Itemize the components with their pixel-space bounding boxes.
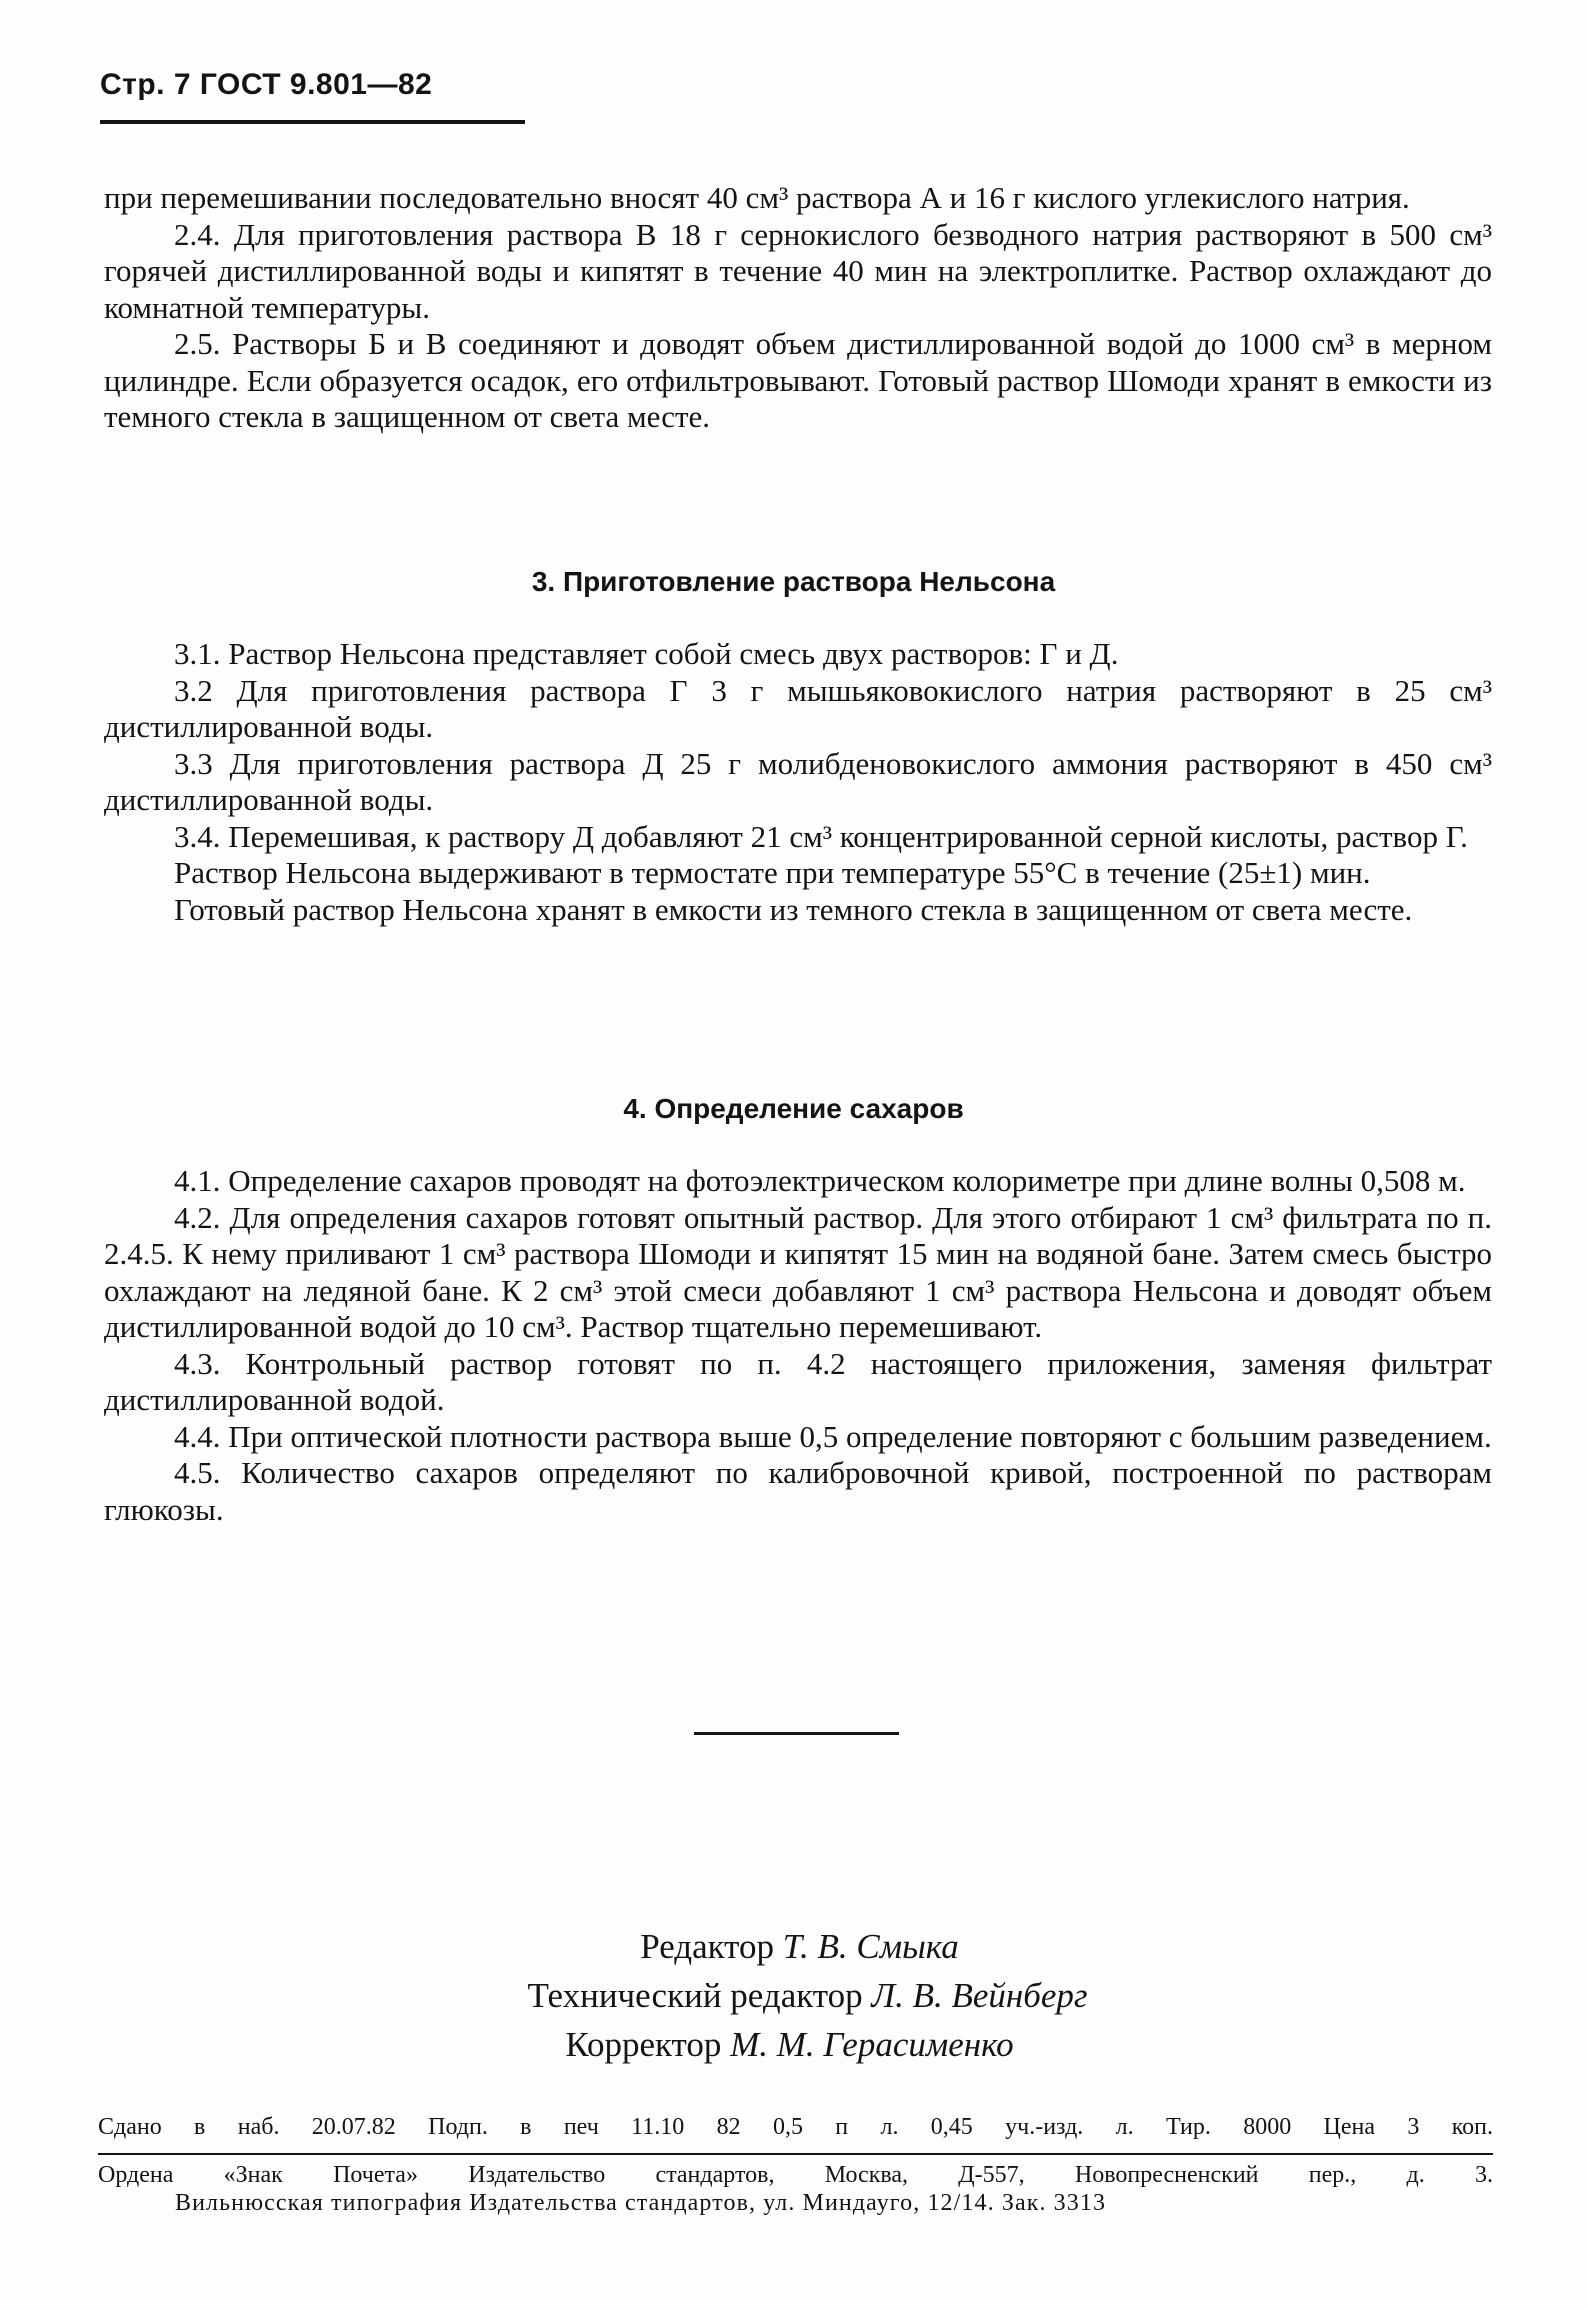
credit-tech-editor (14, 1971, 1587, 2020)
section-4-body (104, 1163, 1492, 1528)
paragraph-4-5: 4.5. Количество сахаров определяют по калибровочной кривой, построенной по растворам глюкозы. (104, 1455, 1492, 1527)
paragraph-3-2: 3.2 Для приготовления раствора Г 3 г мышьяковокислого натрия растворяют в 25 см³ дистиллированной воды. (104, 672, 1492, 744)
paragraph-4-4: 4.4. При оптической плотности раствора выше 0,5 определение повторяют с большим разведением. (174, 1418, 1492, 1454)
credits (0, 1922, 1587, 2069)
imprint-rule (98, 2153, 1493, 2155)
imprint-print-details: Сдано в наб. 20.07.82 Подп. в печ 11.10 82 0,5 п л. 0,45 уч.-изд. л. Тир. 8000 Цена 3 коп. (98, 2114, 1493, 2140)
paragraph-4-3: 4.3. Контрольный раствор готовят по п. 4.2 настоящего приложения, заменяя фильтрат дистиллированной водой. (104, 1345, 1492, 1417)
paragraph-4-2: 4.2. Для определения сахаров готовят опытный раствор. Для этого отбирают 1 см³ фильтрата по п. 2.4.5. К нему приливают 1 см³ раствора Шомоди и кипятят 15 мин на водяной бане. Затем смесь быстро охлаждают на ледяной бане. К 2 см³ этой смеси добавляют 1 см³ раствора Нельсона и доводят объем дистиллированной водой до 10 см³. Раствор тщательно перемешивают. (104, 1199, 1492, 1344)
credit-corrector-role: Корректор (565, 2025, 722, 2064)
section-4-heading: 4. Определение сахаров (623, 1093, 964, 1124)
paragraph-2-4: 2.4. Для приготовления раствора В 18 г сернокислого безводного натрия растворяют в 500 см³ горячей дистиллированной воды и кипятят в течение 40 мин на электроплитке. Раствор охлаждают до комнатной температуры. (104, 216, 1492, 325)
paragraph-3-4-thermostat: Раствор Нельсона выдерживают в термостате при температуре 55°С в течение (25±1) мин. (174, 855, 1371, 890)
paragraph-3-4-storage: Готовый раствор Нельсона хранят в емкости из темного стекла в защищенном от света месте. (174, 891, 1413, 927)
credit-corrector (0, 2020, 1583, 2069)
section-3-body (104, 636, 1492, 928)
imprint-publisher: Ордена «Знак Почета» Издательство стандартов, Москва, Д-557, Новопресненский пер., д. 3. (98, 2162, 1493, 2188)
paragraph-3-3: 3.3 Для приготовления раствора Д 25 г молибденовокислого аммония растворяют в 450 см³ дистиллированной воды. (104, 745, 1492, 817)
credit-editor-role: Редактор (640, 1927, 774, 1966)
paragraph-3-4: 3.4. Перемешивая, к раствору Д добавляют 21 см³ концентрированной серной кислоты, раствор Г. (174, 818, 1468, 854)
credit-tech-editor-role: Технический редактор (527, 1976, 863, 2015)
paragraph-4-1: 4.1. Определение сахаров проводят на фотоэлектрическом колориметре при длине волны 0,508 м. (174, 1163, 1466, 1198)
credit-editor (6, 1922, 1587, 1971)
credit-editor-name: Т. В. Смыка (782, 1927, 959, 1966)
section-3-heading: 3. Приготовление раствора Нельсона (531, 566, 1056, 597)
imprint-printer: Вильнюсская типография Издательства стандартов, ул. Миндауго, 12/14. Зак. 3313 (175, 2190, 1107, 2216)
paragraph-2-3-end: при перемешивании последовательно вносят 40 см³ раствора А и 16 г кислого углекислого натрия. (104, 180, 1410, 215)
section-2-continued (104, 180, 1492, 436)
page-header: Стр. 7 ГОСТ 9.801—82 (100, 68, 433, 101)
credit-corrector-name: М. М. Герасименко (730, 2025, 1014, 2064)
end-divider (694, 1732, 899, 1735)
header-rule (100, 120, 525, 124)
paragraph-2-5: 2.5. Растворы Б и В соединяют и доводят объем дистиллированной водой до 1000 см³ в мерном цилиндре. Если образуется осадок, его отфильтровывают. Готовый раствор Шомоди хранят в емкости из темного стекла в защищенном от света месте. (104, 326, 1492, 434)
paragraph-3-1: 3.1. Раствор Нельсона представляет собой смесь двух растворов: Г и Д. (174, 636, 1119, 671)
credit-tech-editor-name: Л. В. Вейнберг (871, 1976, 1088, 2015)
